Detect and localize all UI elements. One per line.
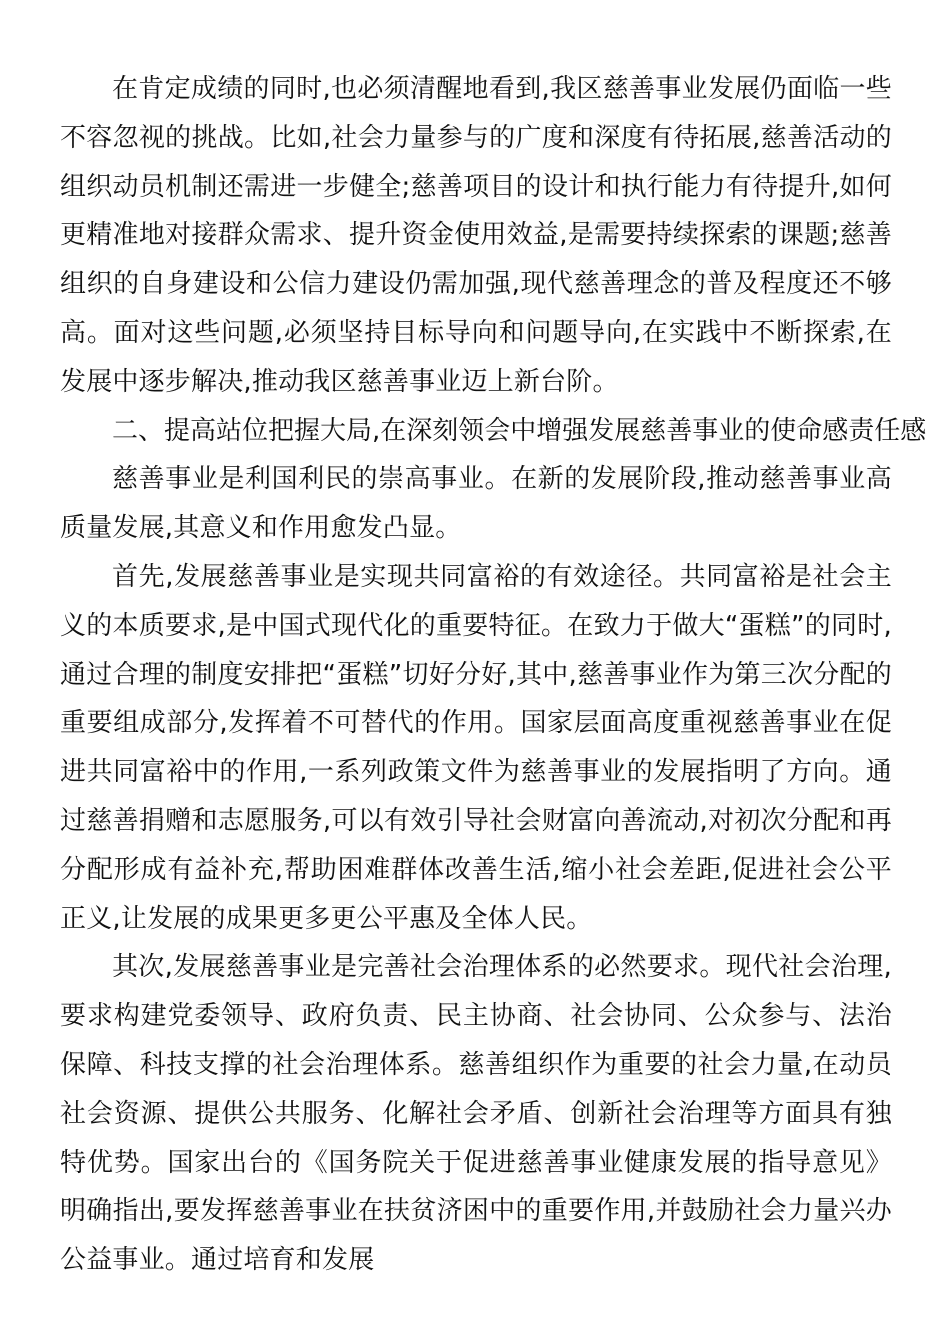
paragraph-first: 首先,发展慈善事业是实现共同富裕的有效途径。共同富裕是社会主义的本质要求,是中国式现代化的重要特征。在致力于做大“蛋糕”的同时,通过合理的制度安排把“蛋糕”切好分好,其中,慈善事业作为第三次分配的重要组成部分,发挥着不可替代的作用。国家层面高度重视慈善事业在促进共同富裕中的作用,一系列政策文件为慈善事业的发展指明了方向。通过慈善捐赠和志愿服务,可以有效引导社会财富向善流动,对初次分配和再分配形成有益补充,帮助困难群体改善生活,缩小社会差距,促进社会公平正义,让发展的成果更多更公平惠及全体人民。 [60, 561, 892, 934]
paragraph-second: 其次,发展慈善事业是完善社会治理体系的必然要求。现代社会治理,要求构建党委领导、政府负责、民主协商、社会协同、公众参与、法治保障、科技支撑的社会治理体系。慈善组织作为重要的社会力量,在动员社会资源、提供公共服务、化解社会矛盾、创新社会治理等方面具有独特优势。国家出台的《国务院关于促进慈善事业健康发展的指导意见》明确指出,要发挥慈善事业在扶贫济困中的重要作用,并鼓励社会力量兴办公益事业。通过培育和发展 [60, 952, 892, 1276]
paragraph-challenges: 在肯定成绩的同时,也必须清醒地看到,我区慈善事业发展仍面临一些不容忽视的挑战。比如,社会力量参与的广度和深度有待拓展,慈善活动的组织动员机制还需进一步健全;慈善项目的设计和执行能力有待提升,如何更精准地对接群众需求、提升资金使用效益,是需要持续探索的课题;慈善组织的自身建设和公信力建设仍需加强,现代慈善理念的普及程度还不够高。面对这些问题,必须坚持目标导向和问题导向,在实践中不断探索,在发展中逐步解决,推动我区慈善事业迈上新台阶。 [60, 74, 892, 397]
paragraph-intro: 慈善事业是利国利民的崇高事业。在新的发展阶段,推动慈善事业高质量发展,其意义和作用愈发凸显。 [60, 464, 892, 544]
document-page [60, 65, 927, 1285]
section-heading-two: 二、提高站位把握大局,在深刻领会中增强发展慈善事业的使命感责任感 [112, 415, 927, 446]
